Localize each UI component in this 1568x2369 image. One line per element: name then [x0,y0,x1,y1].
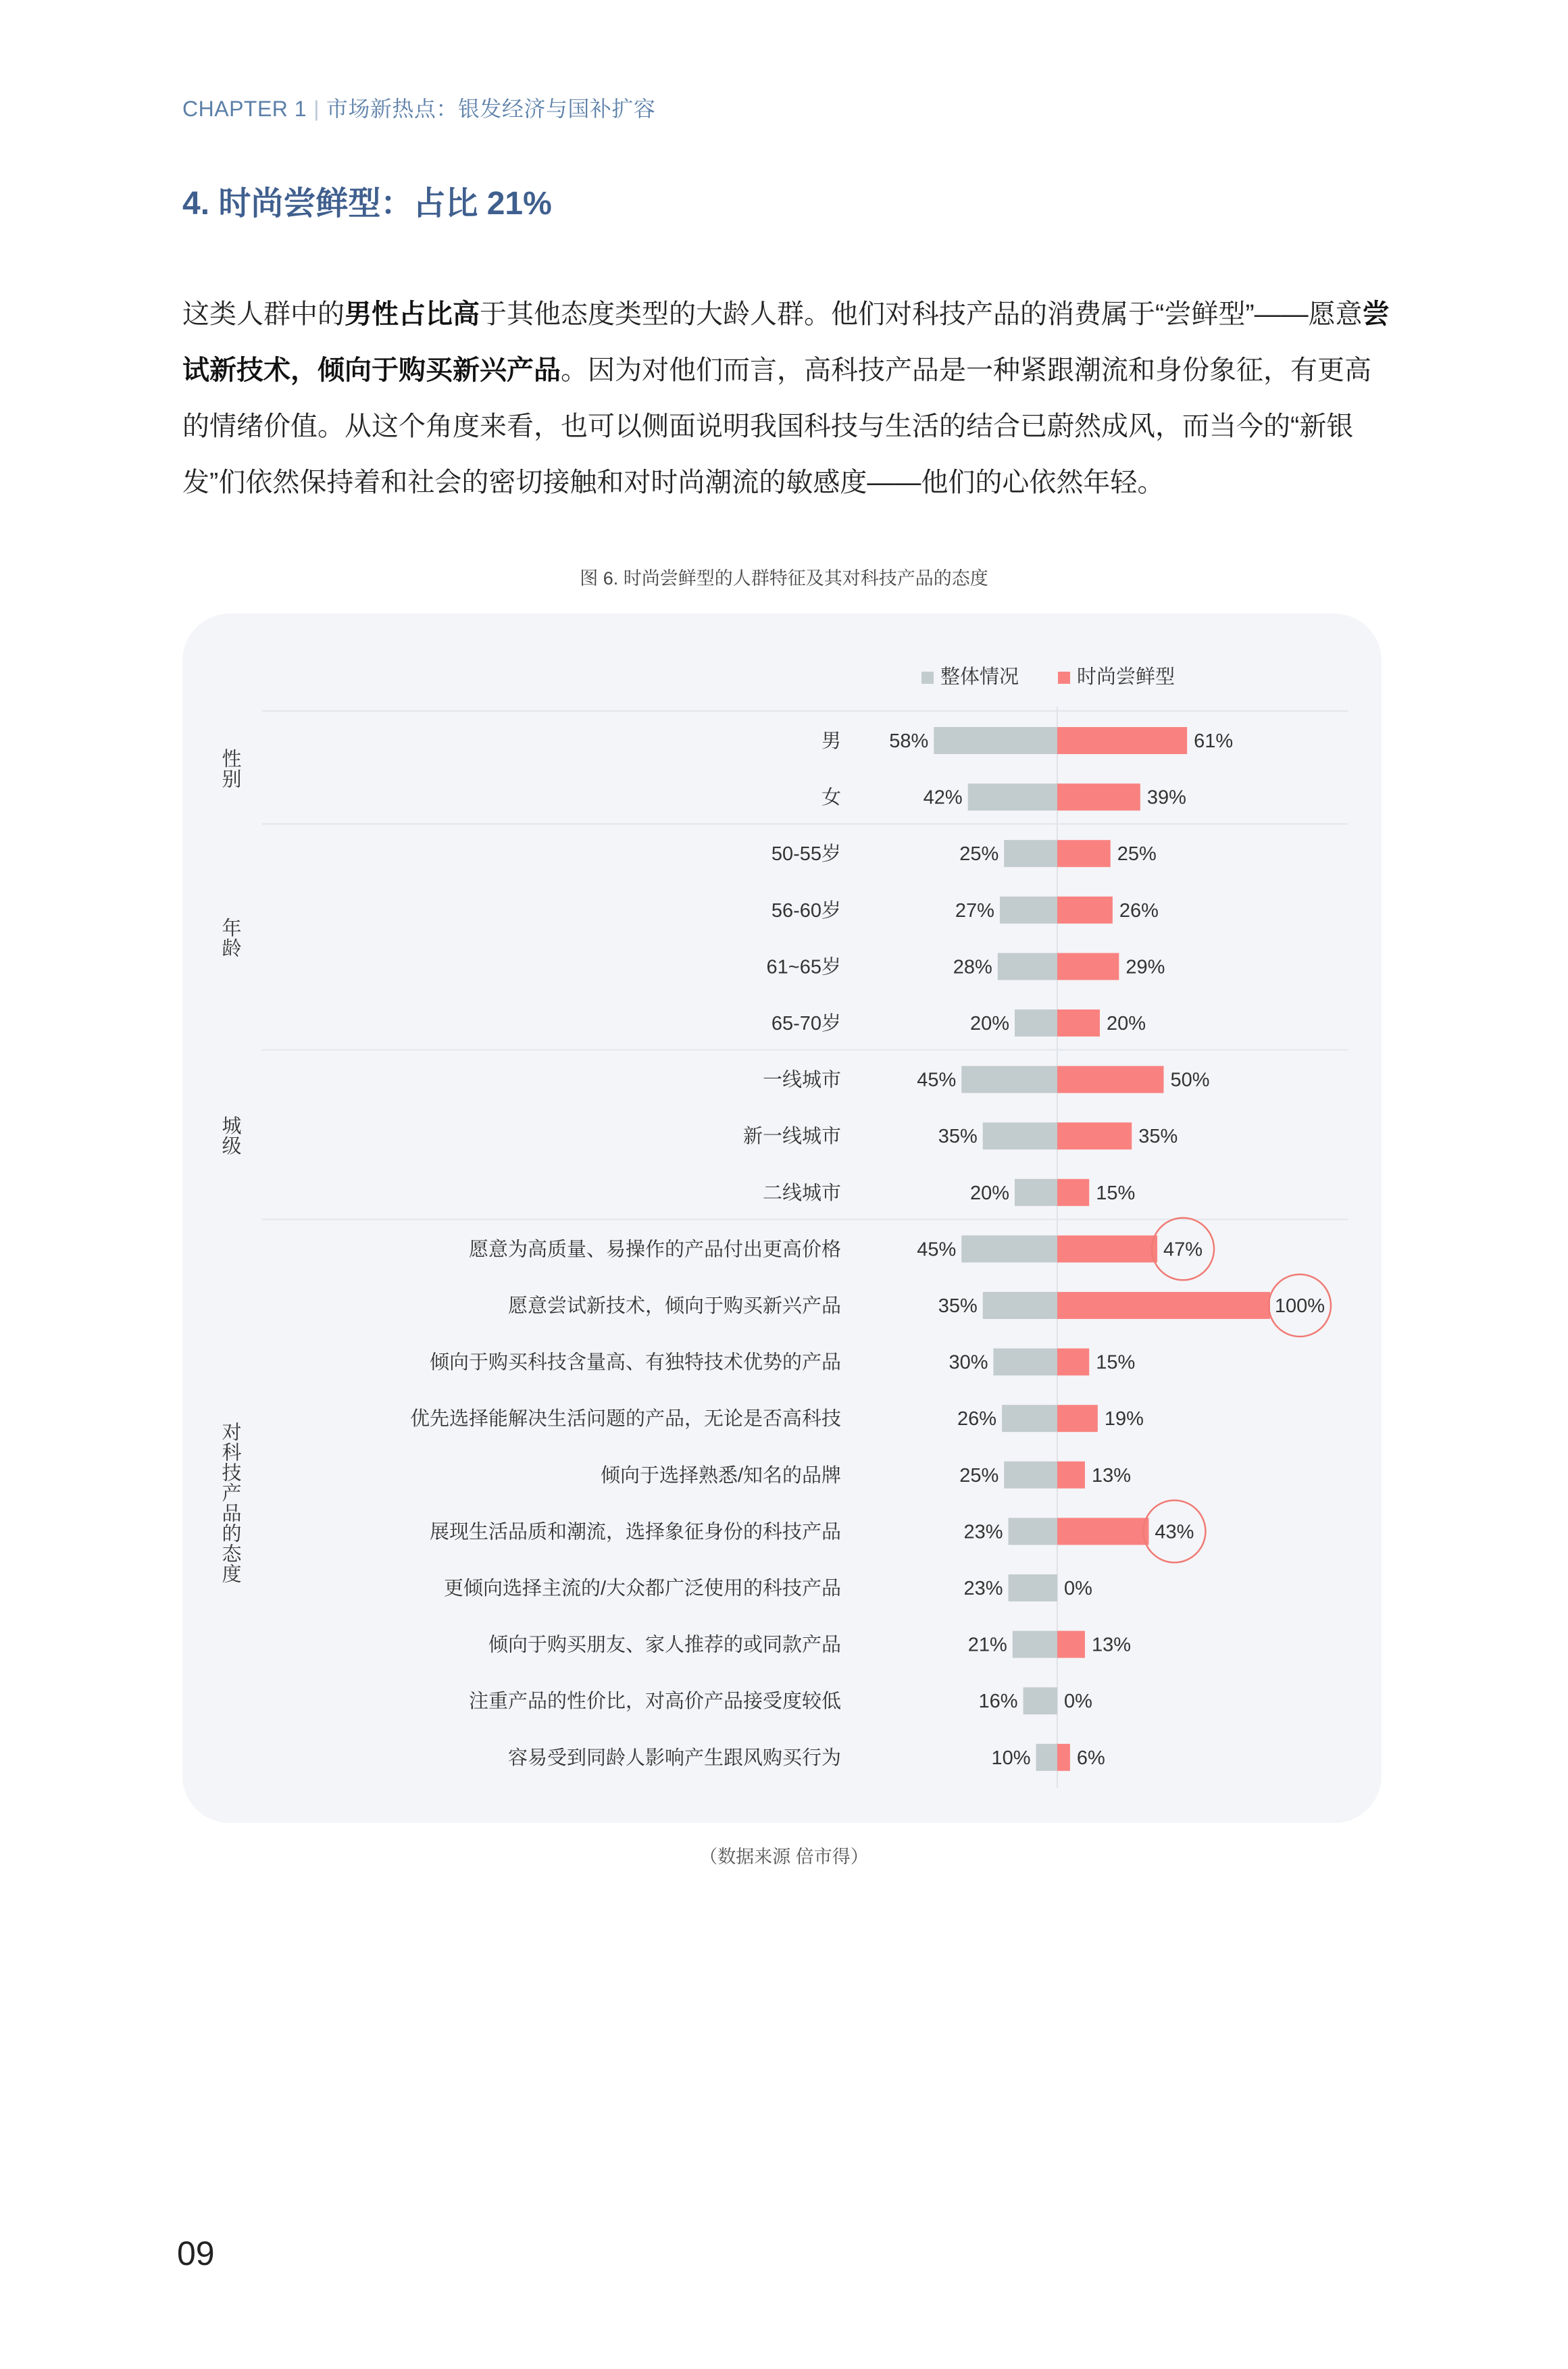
row-label: 容易受到同龄人影响产生跟风购买行为 [507,1747,841,1769]
value-label-overall: 25% [959,1464,999,1487]
bar-overall [1004,1462,1057,1489]
bar-fashion [1057,1179,1089,1206]
bar-overall [1009,1574,1057,1601]
value-label-fashion: 29% [1126,956,1165,978]
bar-overall [961,1066,1057,1093]
paragraph-text: 。因为对他们而言，高科技产品是一种紧跟潮流和身份象征，有更高的情绪价值。从这个角度来看，也可以侧面说明我国科技与生活的结合已蔚然成风，而当今的“新银发”们依然保持着和社会的密切接触和对时尚潮流的敏感度——他们的心依然年轻。 [182,355,1371,497]
group-label: 城级 [222,1116,242,1158]
butterfly-bar-chart [182,614,1382,1823]
section-title: 4. 时尚尝鲜型：占比 21% [182,186,552,222]
bar-overall [1002,1405,1057,1432]
bar-overall [961,1235,1057,1262]
value-label-fashion: 43% [1155,1521,1194,1543]
bar-overall [1009,1518,1057,1545]
bar-overall [1023,1687,1057,1714]
value-label-fashion: 13% [1091,1634,1131,1656]
chapter-header [182,92,655,123]
paragraph-text: 于其他态度类型的大龄人群。他们对科技产品的消费属于“尝鲜型”——愿意 [480,299,1363,329]
value-label-fashion: 39% [1146,787,1186,809]
bar-fashion [1057,1631,1085,1658]
body-paragraph [182,286,1392,511]
row-label: 65-70岁 [771,1013,841,1034]
value-label-fashion: 61% [1194,730,1234,752]
row-label: 倾向于选择熟悉/知名的品牌 [600,1464,841,1487]
bar-fashion [1057,1744,1070,1771]
value-label-overall: 26% [957,1408,997,1430]
row-label: 倾向于购买朋友、家人推荐的或同款产品 [488,1634,841,1656]
value-label-overall: 45% [917,1069,957,1091]
bar-fashion [1057,1235,1157,1262]
paragraph-emphasis: 男性占比高 [345,299,480,329]
bar-fashion [1057,727,1187,754]
row-label: 愿意尝试新技术，倾向于购买新兴产品 [507,1295,841,1317]
bar-overall [994,1349,1058,1376]
bar-fashion [1057,953,1119,980]
value-label-overall: 20% [969,1013,1009,1034]
value-label-overall: 23% [963,1521,1003,1543]
bar-overall [968,784,1057,811]
value-label-fashion: 20% [1107,1013,1146,1034]
paragraph-text: 这类人群中的 [182,299,345,329]
bar-fashion [1057,1066,1164,1093]
row-label: 61~65岁 [766,956,841,978]
value-label-fashion: 0% [1064,1691,1092,1713]
value-label-overall: 27% [955,899,994,922]
bar-fashion [1057,840,1111,867]
bar-overall [1036,1744,1058,1771]
bar-fashion [1057,1405,1098,1432]
bar-overall [1004,840,1057,867]
bar-overall [983,1122,1057,1149]
row-label: 愿意为高质量、易操作的产品付出更高价格 [468,1239,841,1261]
value-label-fashion: 26% [1119,899,1159,922]
bar-overall [1013,1631,1057,1658]
bar-overall [1015,1009,1057,1037]
row-label: 注重产品的性价比，对高价产品接受度较低 [468,1691,841,1713]
value-label-overall: 45% [917,1239,957,1261]
value-label-overall: 16% [978,1691,1018,1713]
bar-overall [998,953,1057,980]
value-label-overall: 21% [967,1634,1007,1656]
value-label-fashion: 0% [1064,1578,1092,1599]
bar-fashion [1057,1349,1089,1376]
value-label-overall: 58% [889,730,929,752]
bar-fashion [1057,1462,1085,1489]
value-label-fashion: 25% [1117,843,1157,866]
bar-fashion [1057,1518,1148,1545]
bar-overall [1015,1179,1057,1206]
row-label: 男 [821,730,841,752]
row-label: 一线城市 [762,1069,841,1091]
bar-overall [1000,897,1057,924]
value-label-overall: 10% [991,1747,1031,1769]
group-label: 对科技产品的态度 [222,1422,242,1586]
value-label-fashion: 15% [1096,1351,1136,1374]
row-label: 50-55岁 [771,843,841,866]
header-separator: | [313,97,320,121]
value-label-fashion: 19% [1104,1408,1144,1430]
group-label: 性别 [222,748,242,791]
legend-swatch-overall [921,672,934,684]
bar-overall [983,1292,1057,1319]
value-label-overall: 42% [923,787,963,809]
row-label: 56-60岁 [771,899,841,922]
row-label: 二线城市 [762,1182,841,1204]
value-label-overall: 35% [938,1126,978,1148]
value-label-fashion: 6% [1076,1747,1105,1769]
value-label-overall: 35% [938,1295,978,1317]
data-source: （数据来源 倍市得） [699,1847,869,1867]
legend-label-fashion: 时尚尝鲜型 [1077,666,1175,688]
bar-overall [934,727,1057,754]
value-label-fashion: 15% [1096,1182,1136,1204]
bar-fashion [1057,784,1140,811]
group-label: 年龄 [222,918,242,960]
bar-fashion [1057,1292,1270,1319]
figure-caption: 图 6. 时尚尝鲜型的人群特征及其对科技产品的态度 [580,568,988,589]
value-label-fashion: 50% [1170,1069,1210,1091]
value-label-fashion: 13% [1091,1464,1131,1487]
value-label-overall: 30% [949,1351,988,1374]
value-label-fashion: 35% [1138,1126,1178,1148]
bar-fashion [1057,1122,1132,1149]
value-label-overall: 20% [969,1182,1009,1204]
row-label: 展现生活品质和潮流，选择象征身份的科技产品 [429,1521,841,1543]
value-label-fashion: 47% [1163,1239,1203,1261]
value-label-overall: 23% [963,1578,1003,1599]
chapter-label: CHAPTER 1 [182,97,307,121]
row-label: 更倾向选择主流的/大众都广泛使用的科技产品 [443,1578,841,1599]
page-number: 09 [177,2235,215,2272]
chapter-title: 市场新热点：银发经济与国补扩容 [326,97,656,121]
paragraph-emphasis: 尝试新技术，倾向于购买新兴产品 [182,299,1390,385]
row-label: 倾向于购买科技含量高、有独特技术优势的产品 [429,1351,841,1374]
value-label-fashion: 100% [1274,1295,1325,1317]
chart-panel [182,614,1382,1823]
legend-label-overall: 整体情况 [940,666,1019,688]
row-label: 女 [821,787,841,809]
value-label-overall: 28% [953,956,992,978]
legend-swatch-fashion [1058,672,1070,684]
row-label: 优先选择能解决生活问题的产品，无论是否高科技 [409,1408,841,1430]
bar-fashion [1057,897,1113,924]
row-label: 新一线城市 [742,1126,841,1148]
value-label-overall: 25% [959,843,999,866]
bar-fashion [1057,1009,1100,1037]
